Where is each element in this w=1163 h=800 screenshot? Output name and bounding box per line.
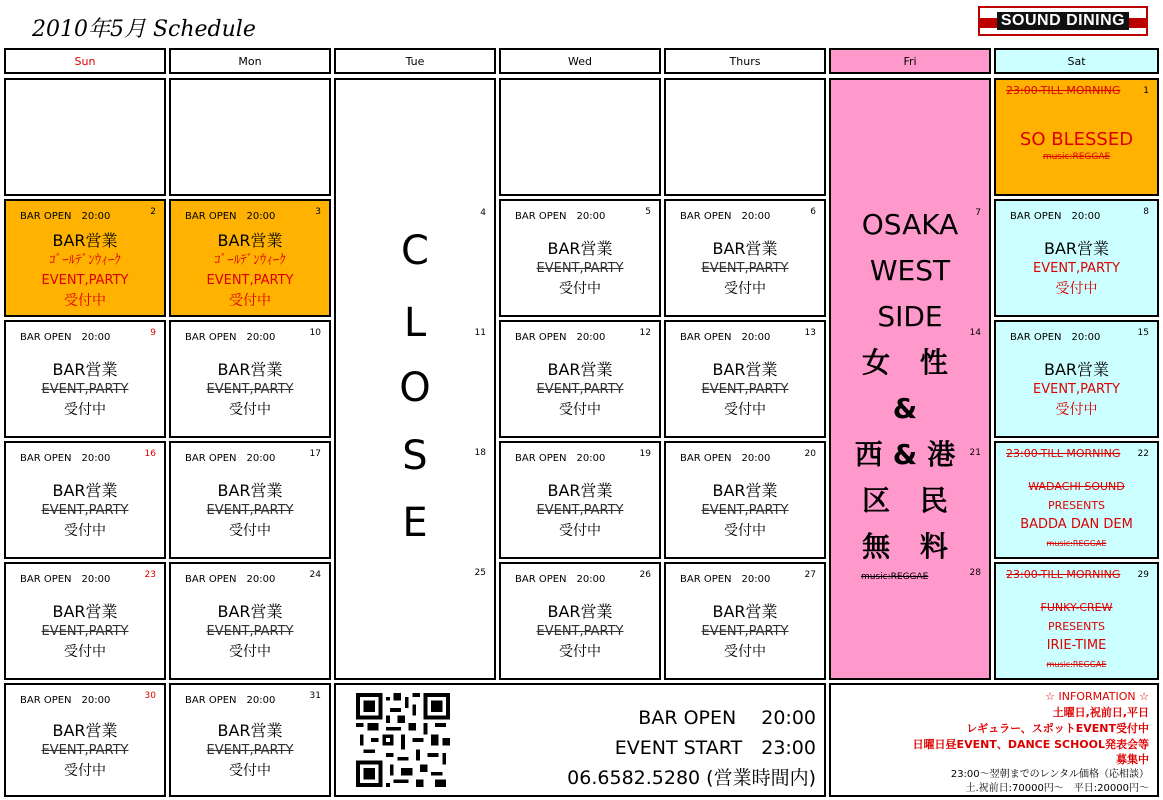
info-line: 23:00～翌朝までのレンタル価格（応相談） xyxy=(950,769,1149,780)
event-label: EVENT,PARTY xyxy=(206,273,294,288)
uketsuke-label: 受付中 xyxy=(64,644,106,660)
friday-event-column xyxy=(829,78,991,680)
uketsuke-label: 受付中 xyxy=(724,281,766,297)
date-number: 19 xyxy=(639,449,651,459)
fri-line: SIDE xyxy=(877,300,943,333)
bar-label: BAR営業 xyxy=(712,239,778,258)
bar-label: BAR営業 xyxy=(547,602,613,621)
day-cell-22 xyxy=(994,441,1159,559)
date-number: 13 xyxy=(804,328,816,338)
day-cell-16 xyxy=(4,441,166,559)
empty-cell xyxy=(4,78,166,196)
uketsuke-label: 受付中 xyxy=(64,293,106,309)
bar-open-time: BAR OPEN 20:00 xyxy=(515,332,606,343)
date-number: 3 xyxy=(315,207,321,217)
bar-label: BAR営業 xyxy=(712,360,778,379)
bar-open-time: BAR OPEN 20:00 xyxy=(515,574,606,585)
golden-week-label: ｺﾞｰﾙﾃﾞﾝｳｨｰｸ xyxy=(214,253,286,268)
event-label: EVENT,PARTY xyxy=(701,261,789,276)
fri-line: & xyxy=(892,392,928,425)
day-cell-2 xyxy=(4,199,166,317)
event-label: EVENT,PARTY xyxy=(536,261,624,276)
uketsuke-label: 受付中 xyxy=(559,402,601,418)
date-number: 5 xyxy=(645,207,651,217)
date-number: 23 xyxy=(144,570,156,580)
event-label: EVENT,PARTY xyxy=(701,503,789,518)
uketsuke-label: 受付中 xyxy=(229,293,271,309)
uketsuke-label: 受付中 xyxy=(1055,402,1098,418)
bar-label: BAR営業 xyxy=(217,481,283,500)
uketsuke-label: 受付中 xyxy=(559,644,601,660)
event-line: WADACHI SOUND xyxy=(1028,480,1125,493)
fri-line: OSAKA xyxy=(861,208,959,241)
day-cell-26 xyxy=(499,562,661,680)
date-number: 2 xyxy=(150,207,156,217)
day-label: Tue xyxy=(405,54,425,68)
bar-label: BAR営業 xyxy=(217,231,283,250)
info-line: 募集中 xyxy=(1116,753,1149,766)
event-music: music:REGGAE xyxy=(1046,539,1107,548)
event-label: EVENT,PARTY xyxy=(41,273,129,288)
header-sun xyxy=(4,48,166,74)
header-thurs xyxy=(664,48,826,74)
event-label: EVENT,PARTY xyxy=(41,503,129,518)
bar-label: BAR営業 xyxy=(1043,360,1110,379)
footer-bar-open: BAR OPEN 20:00 xyxy=(638,707,816,729)
bar-open-time: BAR OPEN 20:00 xyxy=(185,332,276,343)
empty-cell xyxy=(664,78,826,196)
bar-open-time: BAR OPEN 20:00 xyxy=(680,332,771,343)
golden-week-label: ｺﾞｰﾙﾃﾞﾝｳｨｰｸ xyxy=(49,253,121,268)
event-label: EVENT,PARTY xyxy=(536,503,624,518)
bar-open-time: BAR OPEN 20:00 xyxy=(20,332,111,343)
uketsuke-label: 受付中 xyxy=(64,763,106,779)
page-title: 2010年5月 Schedule xyxy=(32,17,256,42)
day-cell-8 xyxy=(994,199,1159,317)
uketsuke-label: 受付中 xyxy=(724,523,766,539)
day-cell-3 xyxy=(169,199,331,317)
footer-phone[interactable]: 06.6582.5280 (営業時間内) xyxy=(567,767,816,789)
bar-label: BAR営業 xyxy=(52,602,118,621)
event-title: IRIE-TIME xyxy=(1046,638,1107,653)
bar-open-time: BAR OPEN 20:00 xyxy=(1010,211,1101,222)
event-time: 23:00-TILL MORNING xyxy=(1006,568,1121,581)
event-label: EVENT,PARTY xyxy=(206,503,294,518)
bar-open-time: BAR OPEN 20:00 xyxy=(680,453,771,464)
day-cell-12 xyxy=(499,320,661,438)
bar-open-time: BAR OPEN 20:00 xyxy=(20,695,111,706)
info-title: ☆ INFORMATION ☆ xyxy=(1045,690,1149,703)
date-number: 16 xyxy=(144,449,156,459)
date-number: 26 xyxy=(639,570,651,580)
date-number: 12 xyxy=(639,328,651,338)
event-line: PRESENTS xyxy=(1047,499,1106,512)
fri-line: 西&港 xyxy=(854,438,966,471)
date-number: 17 xyxy=(309,449,321,459)
event-line: PRESENTS xyxy=(1047,620,1106,633)
fri-music: music:REGGAE xyxy=(861,572,929,582)
day-cell-29 xyxy=(994,562,1159,680)
event-label: EVENT,PARTY xyxy=(701,624,789,639)
date-number: 22 xyxy=(1137,449,1149,459)
fri-line: 区 民 xyxy=(862,484,958,517)
day-cell-10 xyxy=(169,320,331,438)
event-label: EVENT,PARTY xyxy=(206,743,294,758)
bar-label: BAR営業 xyxy=(52,481,118,500)
info-line: 土曜日,祝前日,平日 xyxy=(1052,706,1149,719)
date-18: 18 xyxy=(474,448,486,458)
day-cell-1 xyxy=(994,78,1159,196)
day-label: Fri xyxy=(903,54,917,68)
event-music: music:REGGAE xyxy=(1046,660,1107,669)
bar-open-time: BAR OPEN 20:00 xyxy=(20,211,111,222)
information-box xyxy=(829,683,1159,797)
close-letter: O xyxy=(399,365,431,411)
bar-open-time: BAR OPEN 20:00 xyxy=(185,695,276,706)
day-cell-13 xyxy=(664,320,826,438)
bar-open-time: BAR OPEN 20:00 xyxy=(680,574,771,585)
day-cell-6 xyxy=(664,199,826,317)
uketsuke-label: 受付中 xyxy=(229,644,271,660)
event-label: EVENT,PARTY xyxy=(1033,382,1120,397)
bar-open-time: BAR OPEN 20:00 xyxy=(1010,332,1101,343)
uketsuke-label: 受付中 xyxy=(559,281,601,297)
day-cell-30 xyxy=(4,683,166,797)
header-mon xyxy=(169,48,331,74)
bar-label: BAR営業 xyxy=(547,481,613,500)
uketsuke-label: 受付中 xyxy=(229,402,271,418)
uketsuke-label: 受付中 xyxy=(64,402,106,418)
bar-label: BAR営業 xyxy=(217,360,283,379)
day-label: Sun xyxy=(74,54,96,68)
day-cell-31 xyxy=(169,683,331,797)
day-label: Wed xyxy=(568,54,592,68)
date-28: 28 xyxy=(969,568,981,578)
date-14: 14 xyxy=(969,328,981,338)
event-title: SO BLESSED xyxy=(1019,129,1134,150)
uketsuke-label: 受付中 xyxy=(1055,281,1098,297)
bar-open-time: BAR OPEN 20:00 xyxy=(185,211,276,222)
fri-line: 女 性 xyxy=(862,346,958,379)
header-sat xyxy=(994,48,1159,74)
header-wed xyxy=(499,48,661,74)
day-label: Mon xyxy=(238,54,262,68)
event-label: EVENT,PARTY xyxy=(206,382,294,397)
bar-open-time: BAR OPEN 20:00 xyxy=(185,453,276,464)
date-21: 21 xyxy=(969,448,981,458)
date-11: 11 xyxy=(474,328,486,338)
tuesday-close-column xyxy=(334,78,496,680)
event-time: 23:00-TILL MORNING xyxy=(1006,447,1121,460)
close-letter: L xyxy=(403,300,427,346)
date-number: 30 xyxy=(144,691,156,701)
day-label: Thurs xyxy=(729,54,761,68)
date-number: 9 xyxy=(150,328,156,338)
header-fri xyxy=(829,48,991,74)
bar-open-time: BAR OPEN 20:00 xyxy=(515,211,606,222)
info-line: 土.祝前日:70000円～ 平日:20000円～ xyxy=(965,783,1149,794)
bar-label: BAR営業 xyxy=(1043,239,1110,258)
date-number: 29 xyxy=(1137,570,1149,580)
event-label: EVENT,PARTY xyxy=(206,624,294,639)
day-cell-27 xyxy=(664,562,826,680)
close-letter: E xyxy=(402,500,428,546)
date-number: 6 xyxy=(810,207,816,217)
date-number: 10 xyxy=(309,328,321,338)
event-label: EVENT,PARTY xyxy=(41,743,129,758)
bar-open-time: BAR OPEN 20:00 xyxy=(680,211,771,222)
bar-label: BAR営業 xyxy=(547,360,613,379)
day-cell-20 xyxy=(664,441,826,559)
uketsuke-label: 受付中 xyxy=(724,402,766,418)
event-title: BADDA DAN DEM xyxy=(1020,517,1133,532)
date-number: 27 xyxy=(804,570,816,580)
date-number: 15 xyxy=(1137,328,1149,338)
date-number: 24 xyxy=(309,570,321,580)
day-cell-15 xyxy=(994,320,1159,438)
bar-label: BAR営業 xyxy=(52,721,118,740)
fri-line: 無 料 xyxy=(862,530,958,563)
header-tue xyxy=(334,48,496,74)
contact-box xyxy=(334,683,826,797)
day-cell-9 xyxy=(4,320,166,438)
logo-text: SOUND DINING xyxy=(997,12,1129,30)
day-cell-23 xyxy=(4,562,166,680)
day-cell-17 xyxy=(169,441,331,559)
event-label: EVENT,PARTY xyxy=(536,382,624,397)
day-cell-24 xyxy=(169,562,331,680)
sound-dining-logo xyxy=(978,6,1148,36)
info-line: 日曜日昼EVENT、DANCE SCHOOL発表会等 xyxy=(912,738,1149,751)
bar-open-time: BAR OPEN 20:00 xyxy=(515,453,606,464)
date-number: 20 xyxy=(804,449,816,459)
event-label: EVENT,PARTY xyxy=(41,624,129,639)
bar-label: BAR営業 xyxy=(712,481,778,500)
day-cell-19 xyxy=(499,441,661,559)
fri-line: WEST xyxy=(869,254,951,287)
bar-label: BAR営業 xyxy=(217,602,283,621)
bar-open-time: BAR OPEN 20:00 xyxy=(20,453,111,464)
uketsuke-label: 受付中 xyxy=(559,523,601,539)
day-cell-5 xyxy=(499,199,661,317)
uketsuke-label: 受付中 xyxy=(229,763,271,779)
uketsuke-label: 受付中 xyxy=(64,523,106,539)
date-number: 31 xyxy=(309,691,321,701)
bar-label: BAR営業 xyxy=(217,721,283,740)
empty-cell xyxy=(499,78,661,196)
event-music: music:REGGAE xyxy=(1042,152,1111,162)
bar-label: BAR営業 xyxy=(52,231,118,250)
event-label: EVENT,PARTY xyxy=(536,624,624,639)
date-number: 8 xyxy=(1143,207,1149,217)
date-7: 7 xyxy=(975,208,981,218)
empty-cell xyxy=(169,78,331,196)
close-letter: C xyxy=(401,228,429,274)
info-line: レギュラー、スポットEVENT受付中 xyxy=(966,722,1149,735)
uketsuke-label: 受付中 xyxy=(724,644,766,660)
footer-event-start: EVENT START 23:00 xyxy=(614,737,816,759)
date-25: 25 xyxy=(474,568,486,578)
event-time: 23:00-TILL MORNING xyxy=(1006,84,1121,97)
bar-label: BAR営業 xyxy=(547,239,613,258)
close-letter: S xyxy=(402,433,428,479)
event-label: EVENT,PARTY xyxy=(1033,261,1120,276)
bar-label: BAR営業 xyxy=(52,360,118,379)
bar-open-time: BAR OPEN 20:00 xyxy=(185,574,276,585)
qr-code[interactable] xyxy=(356,693,450,787)
date-number: 1 xyxy=(1143,86,1149,96)
event-line: FUNKY-CREW xyxy=(1040,601,1113,614)
event-label: EVENT,PARTY xyxy=(41,382,129,397)
date-4: 4 xyxy=(480,208,486,218)
bar-open-time: BAR OPEN 20:00 xyxy=(20,574,111,585)
day-label: Sat xyxy=(1067,54,1086,68)
event-label: EVENT,PARTY xyxy=(701,382,789,397)
uketsuke-label: 受付中 xyxy=(229,523,271,539)
bar-label: BAR営業 xyxy=(712,602,778,621)
